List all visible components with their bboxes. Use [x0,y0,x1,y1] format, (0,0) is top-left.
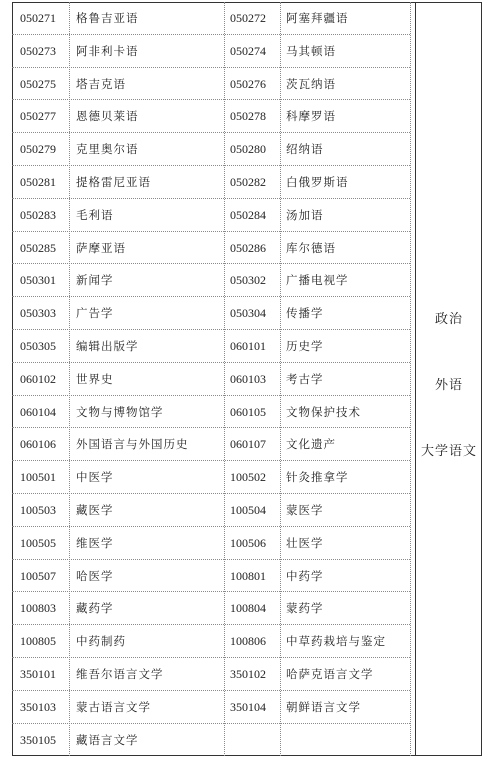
major-name: 马其顿语 [286,43,336,58]
major-name: 新闻学 [76,273,114,288]
major-name: 科摩罗语 [286,109,336,124]
table-row [12,264,416,297]
major-code: 050285 [20,240,56,255]
major-name: 中药学 [286,568,324,583]
major-name: 编辑出版学 [76,339,139,353]
major-code: 060106 [20,437,56,452]
major-code: 060102 [20,371,56,386]
major-code: 050303 [20,306,56,321]
major-code: 050272 [230,11,266,25]
table-row [12,330,416,363]
major-code: 100804 [230,601,266,616]
major-name: 阿非利卡语 [76,43,139,58]
major-name: 维吾尔语言文学 [76,667,164,681]
major-name: 茨瓦纳语 [286,76,336,91]
major-code: 060103 [230,371,266,386]
table-row [12,297,416,330]
major-code: 050284 [230,207,266,222]
major-code: 050304 [230,306,266,321]
major-code-table [12,2,416,756]
table-row [12,363,416,396]
major-name: 历史学 [286,339,324,353]
major-code: 350101 [20,667,56,681]
table-row [12,396,416,429]
major-name: 维医学 [76,535,114,550]
major-code: 350102 [230,667,266,681]
major-code: 050274 [230,43,266,58]
major-name: 塔吉克语 [76,76,126,91]
major-name: 毛利语 [76,207,114,222]
exam-subjects-column [416,2,482,756]
major-name: 文化遗产 [286,437,336,452]
major-name: 格鲁吉亚语 [76,11,139,25]
subject-politics: 政治 [434,312,463,327]
major-name: 中草药栽培与鉴定 [286,634,386,649]
major-name: 广告学 [76,306,114,321]
major-name: 针灸推拿学 [286,470,349,485]
table-row [12,35,416,68]
major-code: 050301 [20,273,56,288]
major-code: 060101 [230,339,266,353]
table-row [12,100,416,133]
major-code: 100805 [20,634,56,649]
major-name: 提格雷尼亚语 [76,175,151,189]
table-row [12,68,416,101]
major-name: 蒙药学 [286,601,324,616]
major-name: 蒙医学 [286,503,324,517]
major-name: 中药制药 [76,634,126,649]
major-code: 050273 [20,43,56,58]
major-code: 050282 [230,175,266,189]
major-code: 060105 [230,404,266,419]
major-code: 350105 [20,732,56,747]
major-code: 050278 [230,109,266,124]
table-row [12,166,416,199]
major-code: 100501 [20,470,56,485]
major-name: 外国语言与外国历史 [76,437,189,452]
major-code: 100504 [230,503,266,517]
major-code: 050275 [20,76,56,91]
table-row [12,461,416,494]
major-code: 100507 [20,568,56,583]
major-code: 100803 [20,601,56,616]
major-name: 藏语言文学 [76,732,139,747]
major-name: 世界史 [76,371,114,386]
major-name: 白俄罗斯语 [286,175,349,189]
major-code: 050271 [20,11,56,25]
table-row [12,691,416,724]
major-name: 克里奥尔语 [76,142,139,157]
major-code: 050276 [230,76,266,91]
major-name: 壮医学 [286,535,324,550]
major-code: 350103 [20,699,56,714]
major-name: 藏药学 [76,601,114,616]
major-code: 050286 [230,240,266,255]
major-code: 060104 [20,404,56,419]
table-row [12,494,416,527]
major-name: 传播学 [286,306,324,321]
major-name: 绍纳语 [286,142,324,157]
major-name: 蒙古语言文学 [76,699,151,714]
major-code: 050302 [230,273,266,288]
major-code: 050281 [20,175,56,189]
major-name: 藏医学 [76,503,114,517]
major-code: 050283 [20,207,56,222]
major-name: 阿塞拜疆语 [286,11,349,25]
major-name: 哈医学 [76,568,114,583]
major-code: 100806 [230,634,266,649]
major-code: 050277 [20,109,56,124]
major-name: 恩德贝莱语 [76,109,139,124]
table-row [12,592,416,625]
major-name: 广播电视学 [286,273,349,288]
table-row [12,625,416,658]
major-name: 考古学 [286,371,324,386]
table-row [12,658,416,691]
table-row [12,560,416,593]
major-code: 050280 [230,142,266,157]
table-row [12,2,416,35]
major-code: 100503 [20,503,56,517]
major-name: 汤加语 [286,207,324,222]
table-row [12,724,416,757]
major-code [230,724,282,757]
major-code: 050305 [20,339,56,353]
major-code: 100801 [230,568,266,583]
major-name: 库尔德语 [286,240,336,255]
subject-foreign-language: 外语 [434,378,463,393]
major-code: 100505 [20,535,56,550]
table-row [12,133,416,166]
table-row [12,199,416,232]
major-name: 朝鲜语言文学 [286,699,361,714]
table-row [12,527,416,560]
major-name: 文物与博物馆学 [76,404,164,419]
table-row [12,428,416,461]
major-code: 100506 [230,535,266,550]
major-name [286,724,414,757]
major-code: 350104 [230,699,266,714]
major-name: 萨摩亚语 [76,240,126,255]
major-code: 060107 [230,437,266,452]
table-row [12,232,416,265]
major-code: 050279 [20,142,56,157]
major-name: 文物保护技术 [286,404,361,419]
major-name: 中医学 [76,470,114,485]
major-name: 哈萨克语言文学 [286,667,374,681]
subject-college-chinese: 大学语文 [420,444,477,459]
major-code: 100502 [230,470,266,485]
